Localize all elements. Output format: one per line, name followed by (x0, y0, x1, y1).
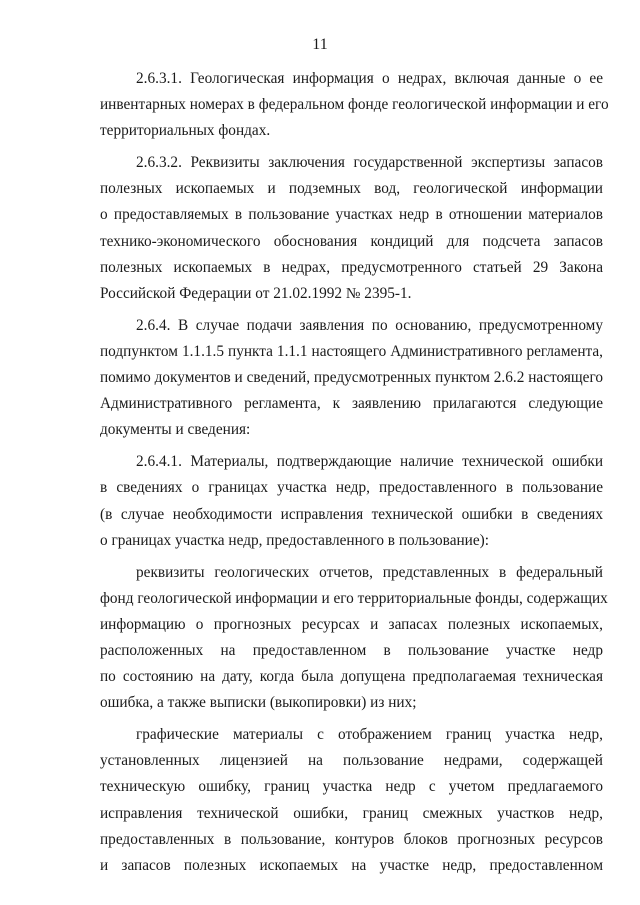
text-line: графические материалы с отображением границ участка недр, (136, 726, 603, 744)
text-line: расположенных на предоставленном в пользование участке недр (100, 641, 603, 659)
text-line: Российской Федерации от 21.02.1992 № 2395-1. (100, 284, 412, 302)
text-line: технико-экономического обоснования кондиций для подсчета запасов (100, 232, 603, 250)
text-line: 2.6.4. В случае подачи заявления по основанию, предусмотренному (136, 316, 603, 334)
paragraph-2-6-3-2 (100, 150, 603, 307)
text-line: Административного регламента, к заявлению прилагаются следующие (100, 395, 603, 413)
text-line: предоставленных в пользование, контуров блоков прогнозных ресурсов (100, 830, 603, 848)
text-line: информацию о прогнозных ресурсах и запасах полезных ископаемых, (100, 615, 603, 633)
text-line: в сведениях о границах участка недр, предоставленного в пользование (100, 479, 603, 497)
text-line: полезных ископаемых в недрах, предусмотренного статьей 29 Закона (100, 258, 603, 276)
text-line: и запасов полезных ископаемых на участке недр, предоставленном (100, 856, 603, 874)
text-line: 2.6.3.2. Реквизиты заключения государственной экспертизы запасов (136, 154, 603, 172)
text-line: реквизиты геологических отчетов, представленных в федеральный (136, 563, 603, 581)
text-line: исправления технической ошибки, границ смежных участков недр, (100, 804, 603, 822)
text-line: ошибка, а также выписки (выкопировки) из них; (100, 694, 417, 712)
text-line: (в случае необходимости исправления технической ошибки в сведениях (100, 505, 603, 523)
text-line: 2.6.3.1. Геологическая информация о недрах, включая данные о ее (136, 70, 603, 87)
text-line: подпунктом 1.1.1.5 пункта 1.1.1 настоящего Административного регламента, (100, 342, 603, 360)
paragraph-2-6-3-1 (100, 66, 609, 144)
text-line: инвентарных номерах в федеральном фонде геологической информации и его (100, 96, 609, 114)
text-line: по состоянию на дату, когда была допущена предполагаемая техническая (100, 668, 603, 686)
text-line: помимо документов и сведений, предусмотренных пунктом 2.6.2 настоящего (100, 369, 603, 387)
paragraph-graphic-materials (100, 722, 603, 879)
text-line: о предоставляемых в пользование участках недр в отношении материалов (100, 206, 603, 224)
paragraph-2-6-4 (100, 313, 603, 443)
text-line: полезных ископаемых и подземных вод, геологической информации (100, 180, 603, 198)
paragraph-geological-reports (100, 560, 608, 717)
page-number: 11 (312, 36, 328, 53)
document-body (100, 66, 609, 879)
text-line: установленных лицензией на пользование недрами, содержащей (100, 752, 603, 770)
text-line: документы и сведения: (100, 421, 251, 439)
text-line: территориальных фондах. (100, 122, 271, 140)
text-line: 2.6.4.1. Материалы, подтверждающие наличие технической ошибки (136, 453, 603, 471)
text-line: о границах участка недр, предоставленного в пользование): (100, 531, 490, 549)
paragraph-2-6-4-1 (100, 449, 603, 553)
text-line: фонд геологической информации и его территориальные фонды, содержащих (100, 589, 608, 607)
text-line: техническую ошибку, границ участка недр с учетом предлагаемого (100, 778, 603, 796)
